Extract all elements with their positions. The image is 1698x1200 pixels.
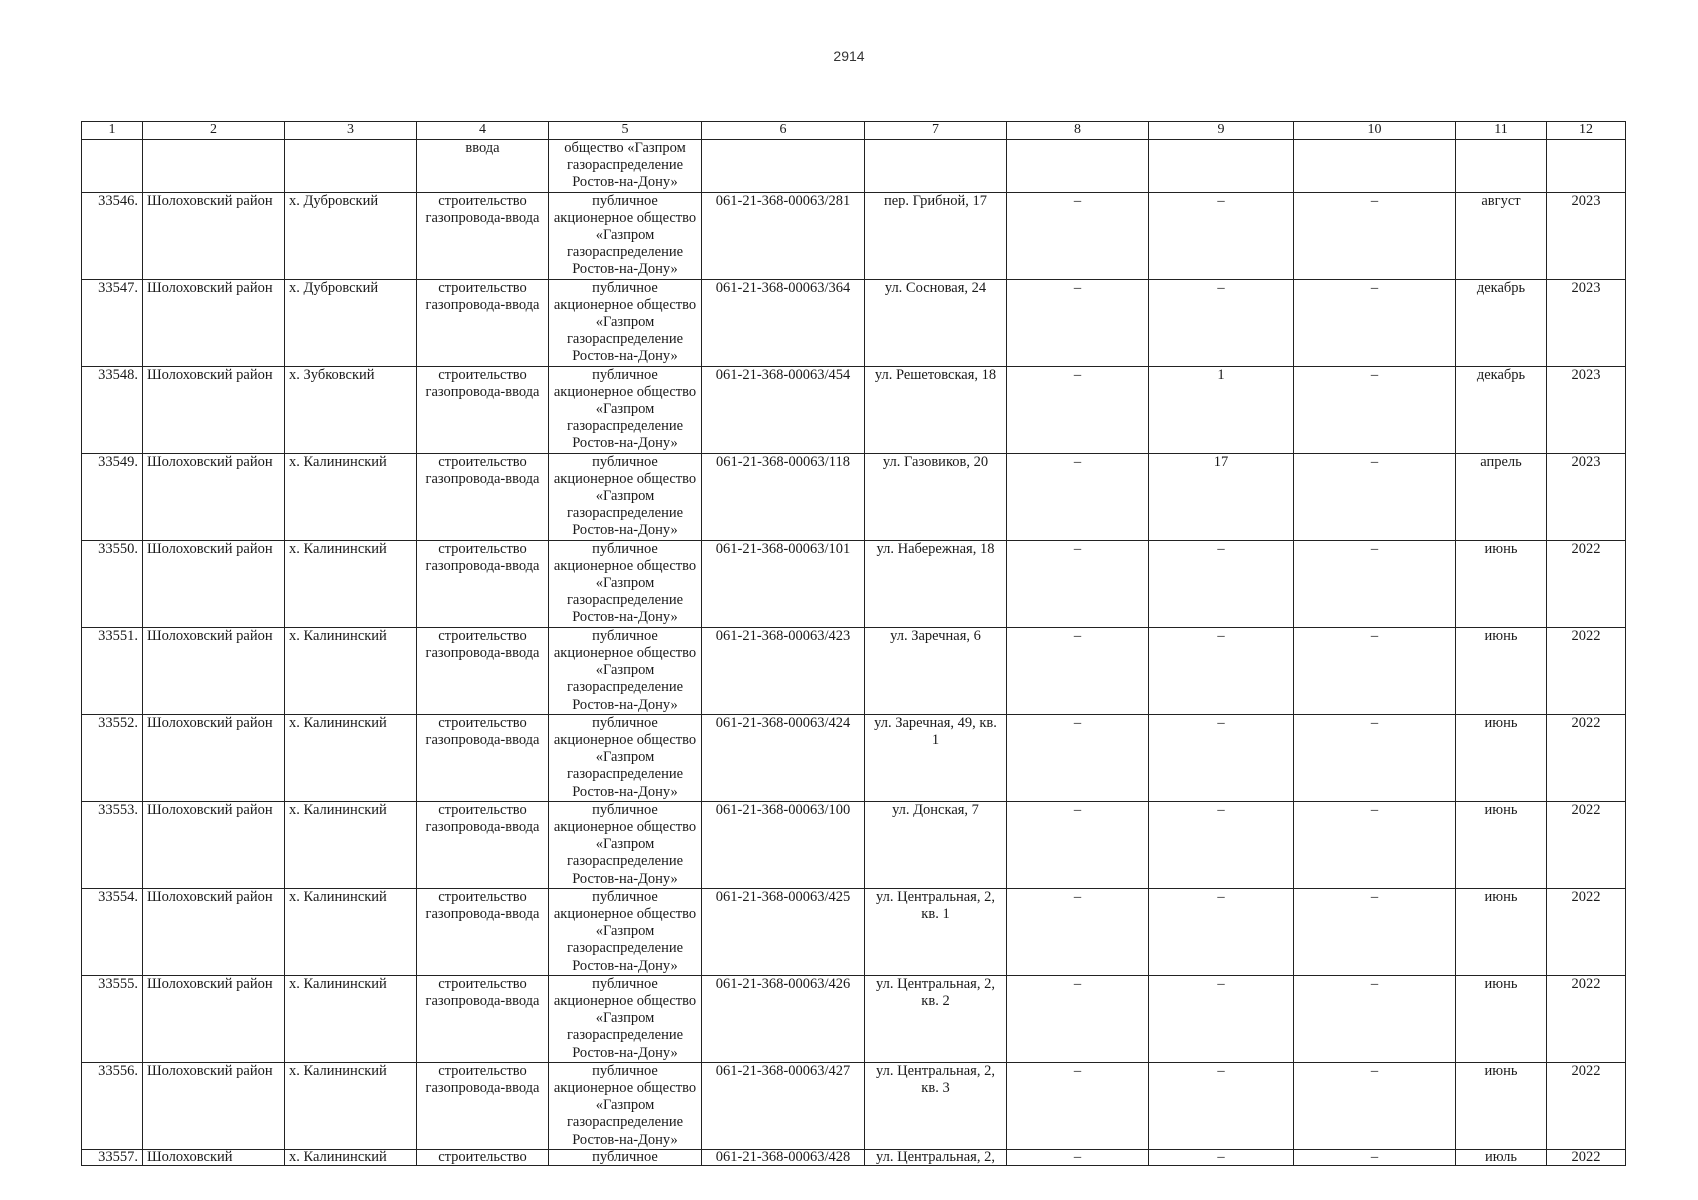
table-row — [82, 540, 1626, 627]
table-row — [82, 279, 1626, 366]
cell-c9: 17 — [1149, 453, 1294, 540]
cell-locality: х. Дубровский — [285, 192, 417, 279]
cell-c10 — [1294, 140, 1456, 193]
cell-address: ул. Центральная, 2, кв. 3 — [865, 1062, 1007, 1149]
cell-code: 061-21-368-00063/281 — [702, 192, 865, 279]
cell-work: строительство газопровода-ввода — [417, 975, 549, 1062]
cell-code: 061-21-368-00063/426 — [702, 975, 865, 1062]
cell-num: 33548. — [82, 366, 143, 453]
column-header: 3 — [285, 122, 417, 140]
cell-c9 — [1149, 140, 1294, 193]
cell-code: 061-21-368-00063/428 — [702, 1149, 865, 1165]
cell-code: 061-21-368-00063/425 — [702, 888, 865, 975]
cell-c10: – — [1294, 540, 1456, 627]
column-header: 2 — [143, 122, 285, 140]
cell-num: 33552. — [82, 714, 143, 801]
cell-org: публичное акционерное общество «Газпром газораспределение Ростов-на-Дону» — [549, 801, 702, 888]
cell-code: 061-21-368-00063/454 — [702, 366, 865, 453]
cell-c8: – — [1007, 540, 1149, 627]
cell-num: 33546. — [82, 192, 143, 279]
cell-code: 061-21-368-00063/100 — [702, 801, 865, 888]
cell-work: строительство газопровода-ввода — [417, 714, 549, 801]
cell-num: 33553. — [82, 801, 143, 888]
cell-month: июнь — [1456, 627, 1547, 714]
cell-org: публичное акционерное общество «Газпром газораспределение Ростов-на-Дону» — [549, 540, 702, 627]
cell-locality: х. Калининский — [285, 801, 417, 888]
table-row — [82, 627, 1626, 714]
cell-c9: – — [1149, 888, 1294, 975]
cell-locality: х. Дубровский — [285, 279, 417, 366]
cell-org: публичное акционерное общество «Газпром газораспределение Ростов-на-Дону» — [549, 1062, 702, 1149]
cell-address: ул. Центральная, 2, кв. 1 — [865, 888, 1007, 975]
cell-c9: – — [1149, 1149, 1294, 1165]
cell-code: 061-21-368-00063/364 — [702, 279, 865, 366]
cell-month: июль — [1456, 1149, 1547, 1165]
column-header: 1 — [82, 122, 143, 140]
cell-locality: х. Калининский — [285, 540, 417, 627]
cell-year: 2022 — [1547, 888, 1626, 975]
cell-month: декабрь — [1456, 279, 1547, 366]
cell-c10: – — [1294, 714, 1456, 801]
cell-work: строительство газопровода-ввода — [417, 888, 549, 975]
cell-year — [1547, 140, 1626, 193]
cell-month: декабрь — [1456, 366, 1547, 453]
continuation-row — [82, 140, 1626, 193]
cell-c10: – — [1294, 801, 1456, 888]
column-header: 7 — [865, 122, 1007, 140]
cell-num: 33549. — [82, 453, 143, 540]
cell-c10: – — [1294, 453, 1456, 540]
cell-num: 33554. — [82, 888, 143, 975]
cell-c8: – — [1007, 279, 1149, 366]
cell-month: июнь — [1456, 1062, 1547, 1149]
register-table — [81, 121, 1626, 1166]
cell-district: Шолоховский район — [143, 888, 285, 975]
cell-c9: – — [1149, 801, 1294, 888]
cell-year: 2022 — [1547, 1149, 1626, 1165]
cell-c9: – — [1149, 192, 1294, 279]
cell-address: ул. Донская, 7 — [865, 801, 1007, 888]
cell-org: публичное акционерное общество «Газпром газораспределение Ростов-на-Дону» — [549, 975, 702, 1062]
cell-address: пер. Грибной, 17 — [865, 192, 1007, 279]
cell-district: Шолоховский район — [143, 279, 285, 366]
cell-c9: – — [1149, 627, 1294, 714]
cell-c9: – — [1149, 714, 1294, 801]
cell-locality: х. Калининский — [285, 1149, 417, 1165]
cell-work: строительство газопровода-ввода — [417, 627, 549, 714]
cell-org: публичное акционерное общество «Газпром газораспределение Ростов-на-Дону» — [549, 888, 702, 975]
cell-c8: – — [1007, 1062, 1149, 1149]
cell-month: июнь — [1456, 888, 1547, 975]
cell-month: июнь — [1456, 540, 1547, 627]
cell-c8: – — [1007, 192, 1149, 279]
cell-locality: х. Калининский — [285, 714, 417, 801]
cell-org: публичное — [549, 1149, 702, 1165]
cell-address: ул. Газовиков, 20 — [865, 453, 1007, 540]
cell-code — [702, 140, 865, 193]
cell-district: Шолоховский район — [143, 714, 285, 801]
cell-work: строительство газопровода-ввода — [417, 540, 549, 627]
cell-code: 061-21-368-00063/423 — [702, 627, 865, 714]
cell-district — [143, 140, 285, 193]
cell-year: 2023 — [1547, 279, 1626, 366]
cell-district: Шолоховский — [143, 1149, 285, 1165]
cell-year: 2022 — [1547, 714, 1626, 801]
cell-address: ул. Решетовская, 18 — [865, 366, 1007, 453]
table-row — [82, 975, 1626, 1062]
cell-address: ул. Набережная, 18 — [865, 540, 1007, 627]
cell-num: 33555. — [82, 975, 143, 1062]
cell-num: 33550. — [82, 540, 143, 627]
cell-c8: – — [1007, 453, 1149, 540]
cell-locality — [285, 140, 417, 193]
table-row — [82, 366, 1626, 453]
cell-month: апрель — [1456, 453, 1547, 540]
cell-district: Шолоховский район — [143, 192, 285, 279]
cell-work: строительство газопровода-ввода — [417, 192, 549, 279]
column-header: 10 — [1294, 122, 1456, 140]
cell-locality: х. Калининский — [285, 975, 417, 1062]
cell-c8: – — [1007, 714, 1149, 801]
cell-locality: х. Калининский — [285, 453, 417, 540]
cell-code: 061-21-368-00063/427 — [702, 1062, 865, 1149]
cell-c9: – — [1149, 279, 1294, 366]
column-header: 11 — [1456, 122, 1547, 140]
cell-c8: – — [1007, 801, 1149, 888]
table-row — [82, 1149, 1626, 1165]
cell-c10: – — [1294, 1149, 1456, 1165]
cell-org: публичное акционерное общество «Газпром газораспределение Ростов-на-Дону» — [549, 279, 702, 366]
column-header: 8 — [1007, 122, 1149, 140]
cell-org: общество «Газпром газораспределение Ростов-на-Дону» — [549, 140, 702, 193]
cell-address: ул. Центральная, 2, — [865, 1149, 1007, 1165]
cell-month: август — [1456, 192, 1547, 279]
cell-c10: – — [1294, 627, 1456, 714]
cell-num: 33557. — [82, 1149, 143, 1165]
cell-work: строительство газопровода-ввода — [417, 1062, 549, 1149]
cell-code: 061-21-368-00063/424 — [702, 714, 865, 801]
cell-c9: – — [1149, 975, 1294, 1062]
cell-c9: 1 — [1149, 366, 1294, 453]
cell-num — [82, 140, 143, 193]
cell-work: строительство газопровода-ввода — [417, 453, 549, 540]
cell-c10: – — [1294, 192, 1456, 279]
cell-work: строительство газопровода-ввода — [417, 366, 549, 453]
cell-org: публичное акционерное общество «Газпром газораспределение Ростов-на-Дону» — [549, 627, 702, 714]
cell-locality: х. Калининский — [285, 627, 417, 714]
cell-org: публичное акционерное общество «Газпром газораспределение Ростов-на-Дону» — [549, 192, 702, 279]
column-header: 5 — [549, 122, 702, 140]
cell-c9: – — [1149, 1062, 1294, 1149]
cell-address: ул. Заречная, 6 — [865, 627, 1007, 714]
cell-district: Шолоховский район — [143, 801, 285, 888]
cell-num: 33547. — [82, 279, 143, 366]
cell-district: Шолоховский район — [143, 975, 285, 1062]
cell-c8: – — [1007, 975, 1149, 1062]
cell-c10: – — [1294, 1062, 1456, 1149]
cell-work: строительство — [417, 1149, 549, 1165]
cell-c8: – — [1007, 627, 1149, 714]
cell-locality: х. Калининский — [285, 888, 417, 975]
table-row — [82, 453, 1626, 540]
cell-address: ул. Центральная, 2, кв. 2 — [865, 975, 1007, 1062]
cell-c10: – — [1294, 975, 1456, 1062]
table-row — [82, 888, 1626, 975]
table-row — [82, 1062, 1626, 1149]
cell-address: ул. Сосновая, 24 — [865, 279, 1007, 366]
cell-num: 33556. — [82, 1062, 143, 1149]
cell-month: июнь — [1456, 714, 1547, 801]
cell-c8: – — [1007, 888, 1149, 975]
cell-year: 2022 — [1547, 801, 1626, 888]
cell-org: публичное акционерное общество «Газпром газораспределение Ростов-на-Дону» — [549, 453, 702, 540]
cell-month: июнь — [1456, 801, 1547, 888]
column-header: 12 — [1547, 122, 1626, 140]
cell-work: строительство газопровода-ввода — [417, 279, 549, 366]
cell-year: 2022 — [1547, 540, 1626, 627]
cell-year: 2022 — [1547, 1062, 1626, 1149]
cell-code: 061-21-368-00063/101 — [702, 540, 865, 627]
cell-year: 2022 — [1547, 975, 1626, 1062]
cell-year: 2023 — [1547, 453, 1626, 540]
cell-month: июнь — [1456, 975, 1547, 1062]
cell-c8: – — [1007, 1149, 1149, 1165]
cell-address: ул. Заречная, 49, кв. 1 — [865, 714, 1007, 801]
cell-locality: х. Зубковский — [285, 366, 417, 453]
cell-num: 33551. — [82, 627, 143, 714]
cell-district: Шолоховский район — [143, 366, 285, 453]
cell-address — [865, 140, 1007, 193]
table-row — [82, 192, 1626, 279]
cell-year: 2023 — [1547, 192, 1626, 279]
column-header: 6 — [702, 122, 865, 140]
cell-c10: – — [1294, 366, 1456, 453]
cell-c10: – — [1294, 888, 1456, 975]
cell-org: публичное акционерное общество «Газпром газораспределение Ростов-на-Дону» — [549, 366, 702, 453]
cell-district: Шолоховский район — [143, 540, 285, 627]
cell-c9: – — [1149, 540, 1294, 627]
page-number: 2914 — [833, 48, 865, 64]
cell-district: Шолоховский район — [143, 627, 285, 714]
cell-work: ввода — [417, 140, 549, 193]
cell-c10: – — [1294, 279, 1456, 366]
column-header: 9 — [1149, 122, 1294, 140]
cell-month — [1456, 140, 1547, 193]
cell-locality: х. Калининский — [285, 1062, 417, 1149]
cell-district: Шолоховский район — [143, 453, 285, 540]
cell-work: строительство газопровода-ввода — [417, 801, 549, 888]
cell-year: 2023 — [1547, 366, 1626, 453]
column-header: 4 — [417, 122, 549, 140]
table-row — [82, 714, 1626, 801]
cell-c8 — [1007, 140, 1149, 193]
cell-code: 061-21-368-00063/118 — [702, 453, 865, 540]
table-row — [82, 801, 1626, 888]
cell-c8: – — [1007, 366, 1149, 453]
cell-year: 2022 — [1547, 627, 1626, 714]
cell-org: публичное акционерное общество «Газпром газораспределение Ростов-на-Дону» — [549, 714, 702, 801]
column-number-row — [82, 122, 1626, 140]
cell-district: Шолоховский район — [143, 1062, 285, 1149]
